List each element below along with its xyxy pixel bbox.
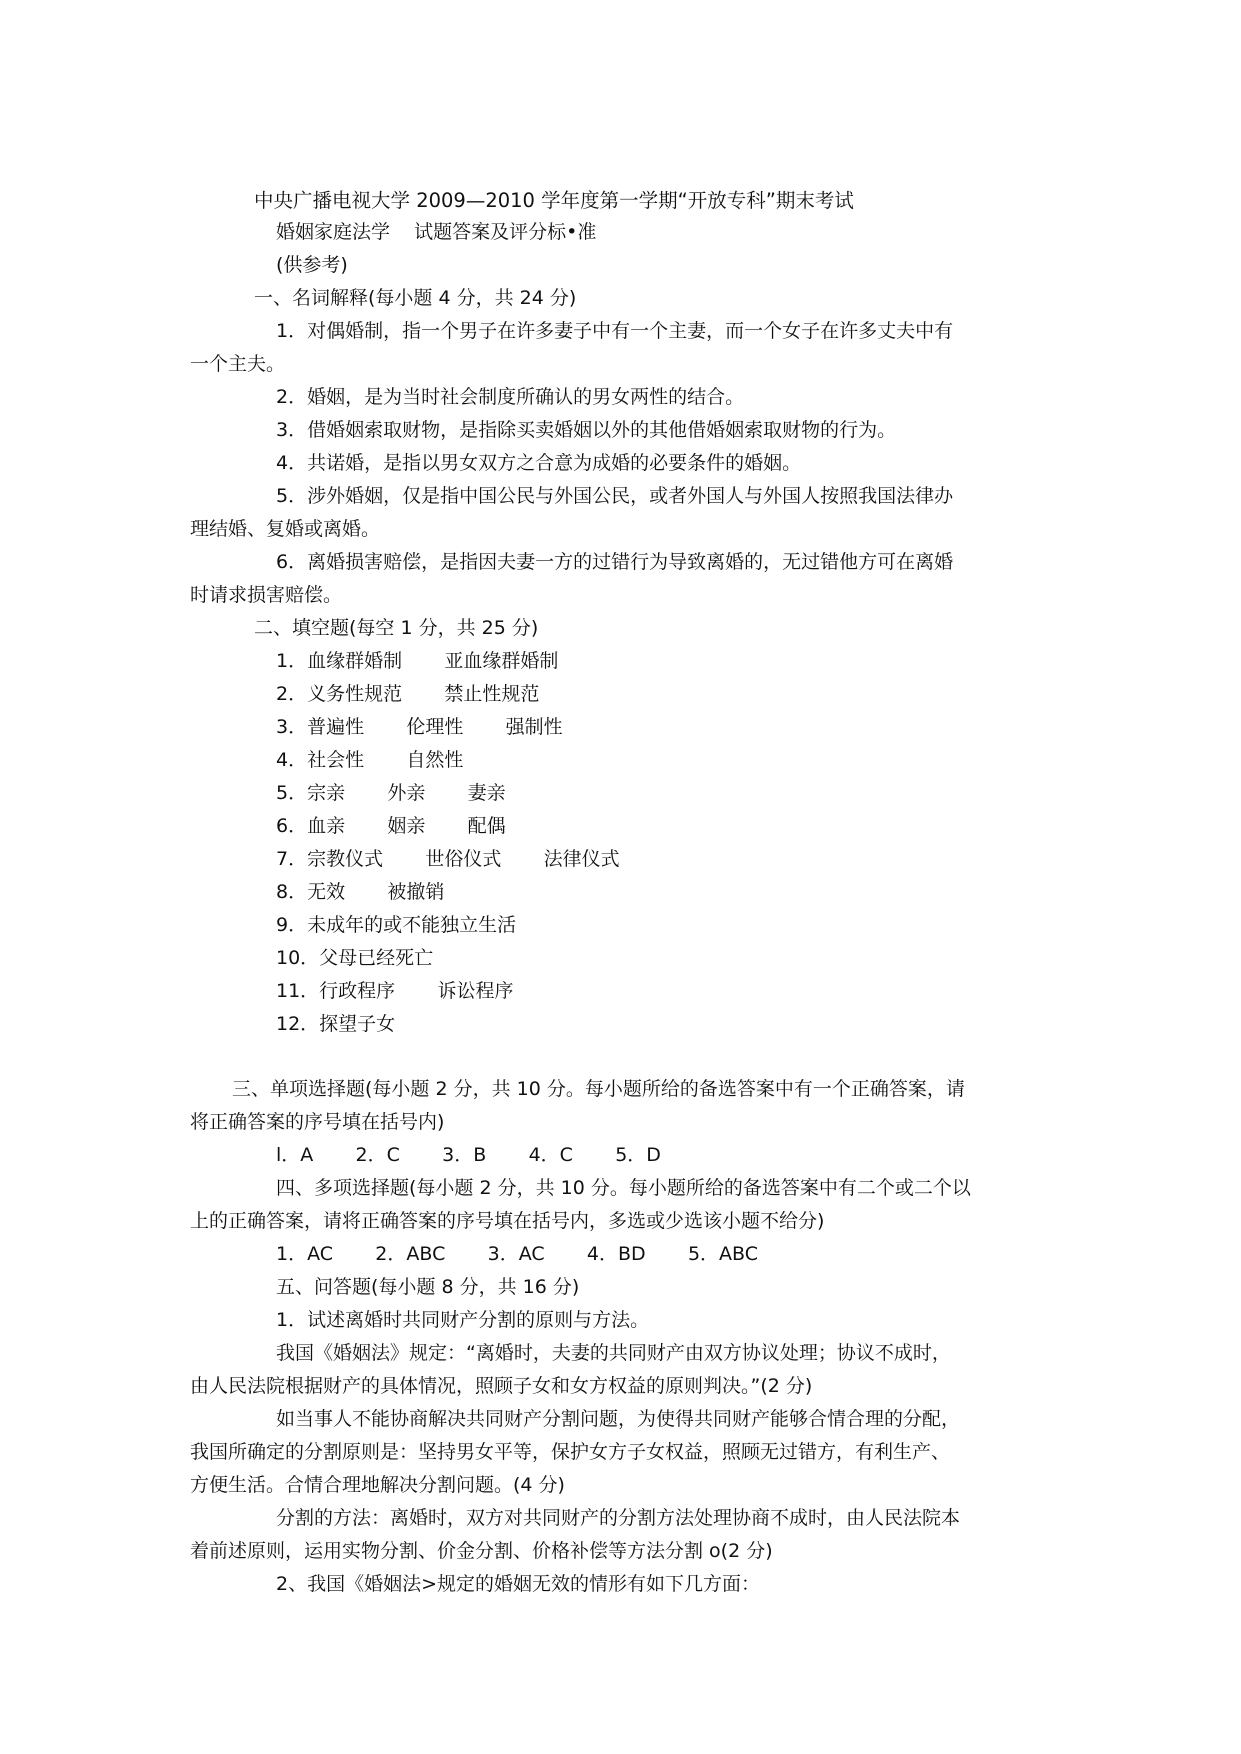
- section-heading-continued: 上的正确答案，请将正确答案的序号填在括号内，多选或少选该小题不给分): [190, 1210, 825, 1232]
- question-title: 2、我国《婚姻法>规定的婚姻无效的情形有如下几方面：: [276, 1573, 761, 1595]
- document-title: 中央广播电视大学 2009—2010 学年度第一学期“开放专科”期末考试: [254, 189, 854, 212]
- document-subtitle: 婚姻家庭法学 试题答案及评分标•准: [276, 221, 597, 243]
- fill-blank-item: 9．未成年的或不能独立生活: [276, 914, 517, 936]
- fill-blank-item: 6．血亲 姻亲 配偶: [276, 815, 506, 837]
- fill-blank-item: 4．社会性 自然性: [276, 749, 464, 771]
- answer-row: l．A 2．C 3．B 4．C 5．D: [276, 1144, 661, 1166]
- fill-blank-item: 8．无效 被撤销: [276, 881, 445, 903]
- fill-blank-item: 5．宗亲 外亲 妻亲: [276, 782, 506, 804]
- definition-item: 4．共诺婚，是指以男女双方之合意为成婚的必要条件的婚姻。: [276, 452, 802, 474]
- definition-item: 3．借婚姻索取财物，是指除买卖婚姻以外的其他借婚姻索取财物的行为。: [276, 419, 897, 441]
- section-heading: 四、多项选择题(每小题 2 分，共 10 分。每小题所给的备选答案中有二个或二个以: [276, 1177, 971, 1199]
- fill-blank-item: 2．义务性规范 禁止性规范: [276, 683, 540, 705]
- fill-blank-item: 11．行政程序 诉讼程序: [276, 980, 514, 1002]
- definition-item: 1．对偶婚制，指一个男子在许多妻子中有一个主妻，而一个女子在许多丈夫中有: [276, 320, 954, 342]
- fill-blank-item: 10．父母已经死亡: [276, 947, 434, 969]
- definition-item-continued: 理结婚、复婚或离婚。: [190, 518, 381, 540]
- reference-note: (供参考): [276, 254, 348, 276]
- fill-blank-item: 12．探望子女: [276, 1013, 396, 1035]
- definition-item: 6．离婚损害赔偿，是指因夫妻一方的过错行为导致离婚的，无过错他方可在离婚: [276, 551, 954, 573]
- section-heading: 二、填空题(每空 1 分，共 25 分): [254, 617, 539, 639]
- definition-item: 2．婚姻，是为当时社会制度所确认的男女两性的结合。: [276, 386, 745, 408]
- answer-paragraph-continued: 由人民法院根据财产的具体情况，照顾子女和女方权益的原则判决。”(2 分): [190, 1375, 813, 1397]
- definition-item: 5．涉外婚姻，仅是指中国公民与外国公民，或者外国人与外国人按照我国法律办: [276, 485, 954, 507]
- answer-paragraph-continued: 着前述原则，运用实物分割、价金分割、价格补偿等方法分割 o(2 分): [190, 1540, 773, 1562]
- question-title: 1．试述离婚时共同财产分割的原则与方法。: [276, 1309, 650, 1331]
- section-heading: 五、问答题(每小题 8 分，共 16 分): [276, 1276, 580, 1298]
- definition-item-continued: 一个主夫。: [190, 353, 286, 375]
- fill-blank-item: 3．普遍性 伦理性 强制性: [276, 716, 563, 738]
- answer-row: 1．AC 2．ABC 3．AC 4．BD 5．ABC: [276, 1243, 759, 1265]
- definition-item-continued: 时请求损害赔偿。: [190, 584, 343, 606]
- answer-paragraph-continued: 我国所确定的分割原则是：坚持男女平等，保护女方子女权益，照顾无过错方，有利生产、: [190, 1441, 951, 1463]
- answer-paragraph-continued: 方便生活。合情合理地解决分割问题。(4 分): [190, 1474, 565, 1496]
- fill-blank-item: 1．血缘群婚制 亚血缘群婚制: [276, 650, 559, 672]
- fill-blank-item: 7．宗教仪式 世俗仪式 法律仪式: [276, 848, 620, 870]
- answer-paragraph: 我国《婚姻法》规定：“离婚时，夫妻的共同财产由双方协议处理；协议不成时，: [276, 1342, 951, 1364]
- section-heading-continued: 将正确答案的序号填在括号内): [190, 1111, 445, 1133]
- answer-paragraph: 分割的方法：离婚时，双方对共同财产的分割方法处理协商不成时，由人民法院本: [276, 1507, 961, 1529]
- answer-paragraph: 如当事人不能协商解决共同财产分割问题，为使得共同财产能够合情合理的分配，: [276, 1408, 961, 1430]
- section-heading: 一、名词解释(每小题 4 分，共 24 分): [254, 287, 577, 309]
- section-heading: 三、单项选择题(每小题 2 分，共 10 分。每小题所给的备选答案中有一个正确答案，请: [232, 1078, 965, 1100]
